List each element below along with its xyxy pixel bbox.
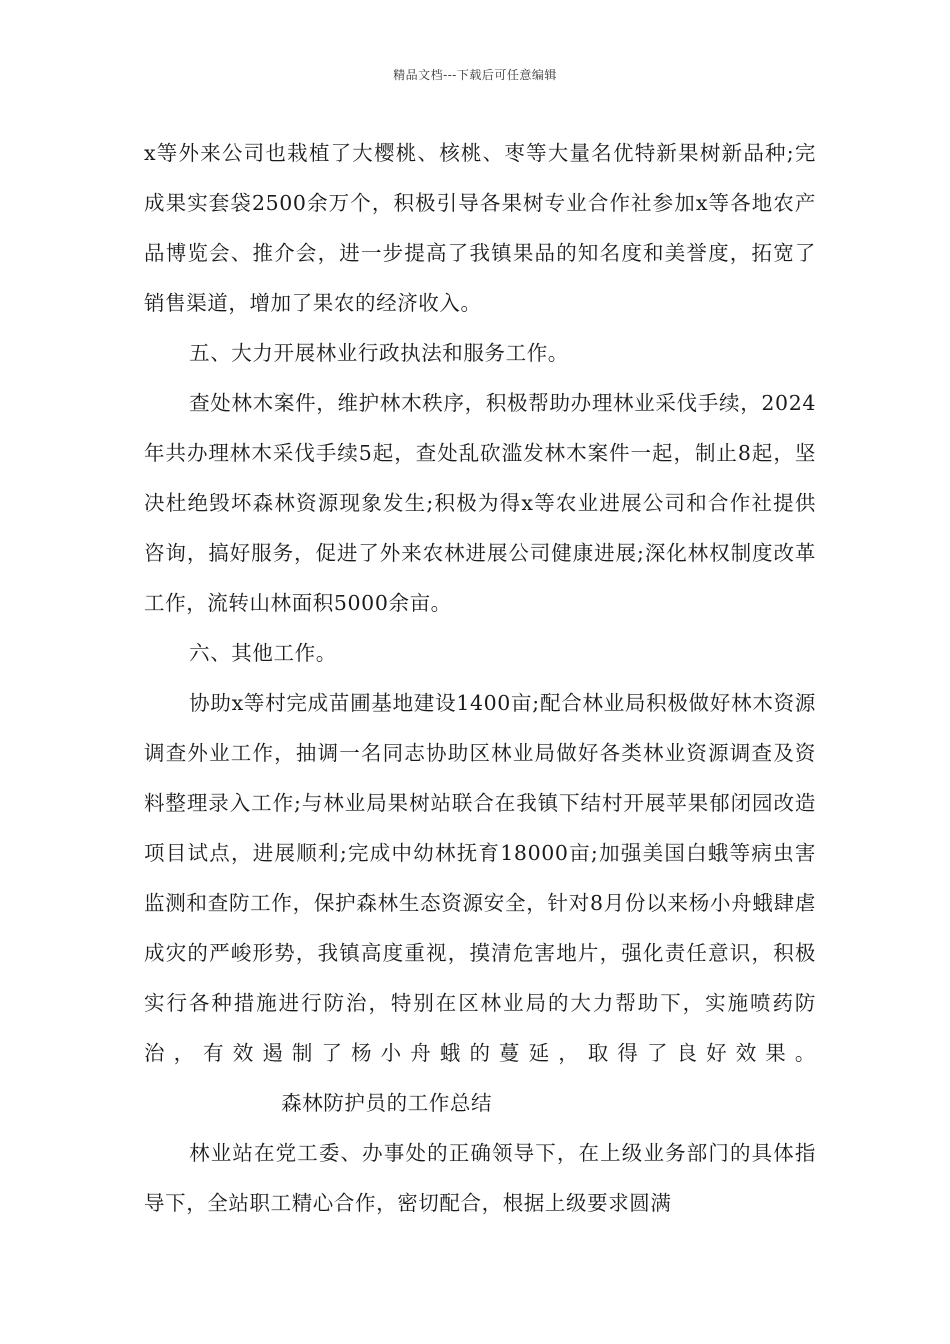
paragraph-2: 查处林木案件，维护林木秩序，积极帮助办理林业采伐手续，2024年共办理林木采伐手续5起，查处乱砍滥发林木案件一起，制止8起，坚决杜绝毁坏森林资源现象发生;积极为得x等农业进展公司和合作社提供咨询，搞好服务，促进了外来农林进展公司健康进展;深化林权制度改革工作，流转山林面积5000余亩。 [144,391,816,615]
section-heading-6: 六、其他工作。 [189,641,337,665]
paragraph-1: x等外来公司也栽植了大樱桃、核桃、枣等大量名优特新果树新品种;完成果实套袋2500余万个，积极引导各果树专业合作社参加x等各地农产品博览会、推介会，进一步提高了我镇果品的知名度和美誉度，拓宽了销售渠道，增加了果农的经济收入。 [144,141,816,315]
paragraph-3-text: 协助x等村完成苗圃基地建设1400亩;配合林业局积极做好林木资源调查外业工作，抽调一名同志协助区林业局做好各类林业资源调查及资料整理录入工作;与林业局果树站联合在我镇下结村开展苹果郁闭园改造项目试点，进展顺利;完成中幼林抚育18000亩;加强美国白蛾等病虫害监测和查防工作，保护森林生态资源安全，针对8月份以来杨小舟蛾肆虐成灾的严峻形势，我镇高度重视，摸清危害地片，强化责任意识，积极实行各种措施进行防治，特别在区林业局的大力帮助下，实施喷药防治，有效遏制了杨小舟蛾的蔓延，取得了良好效果。 [144,691,816,1065]
inline-section-title: 森林防护员的工作总结 [281,1091,493,1115]
paragraph-3 [144,678,816,1128]
paragraph-4: 林业站在党工委、办事处的正确领导下，在上级业务部门的具体指导下，全站职工精心合作，密切配合，根据上级要求圆满 [144,1141,816,1215]
document-body [144,128,816,1228]
page-header: 精品文档---下载后可任意编辑 [393,68,557,82]
section-heading-5: 五、大力开展林业行政执法和服务工作。 [189,341,569,365]
